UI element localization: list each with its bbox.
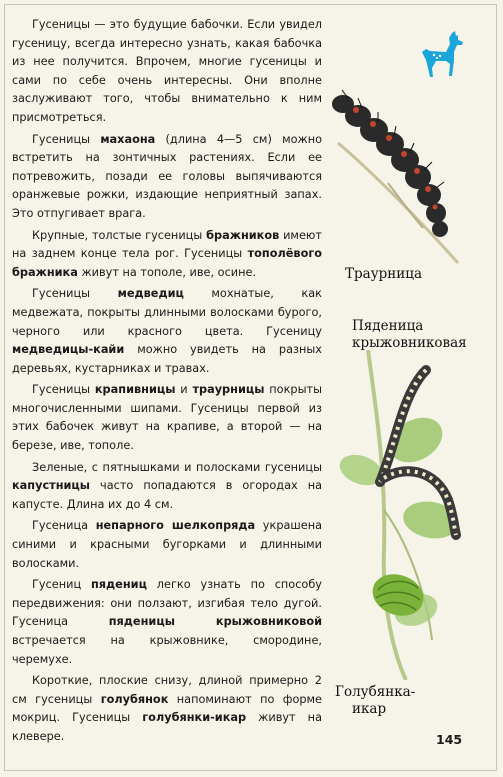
text-run: живут на клевере. [12,711,322,743]
article-text [12,16,322,750]
paragraph [12,459,322,515]
bold-term: пядениц [91,578,147,592]
paragraph [12,16,322,128]
caption-pyadenitsa-line2: крыжовниковая [352,335,467,351]
paragraph [12,576,322,669]
bold-term: голубянок [100,692,169,706]
bold-term: капустницы [12,479,91,493]
text-run: Короткие, плоские снизу, длиной примерно 2 см гусеницы [12,674,322,706]
text-run: Гусеницы [32,132,101,146]
text-run: Крупные, толстые гусеницы [32,228,207,242]
text-run: напоминают по форме мокриц. Гусеницы [12,692,322,725]
text-run: Гусеницы [32,287,118,301]
bold-term: бражников [206,228,280,242]
text-run: имеют на заднем конце тела рог. Гусеницы [12,228,322,261]
paragraph [12,517,322,573]
text-run: встречается на крыжовнике, смородине, черемухе. [12,634,322,666]
bold-term: медведицы-кайи [12,343,125,357]
paragraph [12,131,322,224]
pyadenitsa-golubyanka-illustration [336,350,468,680]
text-run: легко узнать по способу передвижения: они ползают, изгибая тело дугой. Гусеница [12,578,322,629]
bold-term: крапивницы [94,383,176,397]
text-run: часто попадаются в огородах на капусте. Длина их до 4 см. [12,479,322,511]
bold-term: медведиц [117,287,184,301]
paragraph [12,672,322,746]
deer-icon [418,30,466,80]
page-number: 145 [436,732,463,747]
bold-term: непарного шелкопряда [95,519,256,533]
bold-term: тополёвого бражника [12,247,322,279]
bold-term: махаона [100,132,156,146]
text-run: Гусеницы [32,383,95,397]
text-run: украшена синими и красными бугорками и длинными волосками. [12,519,323,570]
text-run: живут на тополе, иве, осине. [77,265,257,279]
bold-term: пяденицы крыжовниковой [108,615,323,629]
paragraph [12,227,322,283]
paragraph [12,285,322,378]
bold-term: траурницы [192,383,265,397]
caption-golubyanka-line1: Голубянка- [335,684,416,700]
bold-term: голубянки-икар [142,711,247,725]
text-run: Гусениц [32,578,91,592]
text-run: покрыты многочисленными шипами. Гусеницы первой из этих бабочек живут на крапиве, а второй — на березе, иве, тополе. [12,383,322,453]
text-run: (длина 4—5 см) можно встретить на зонтичных растениях. Если ее потревожить, позади ее головы выпячиваются оранжевые рожки, издающие неприятный запах. Это отпугивает врага. [12,132,322,220]
caption-pyadenitsa-line1: Пяденица [352,318,424,334]
text-run: Гусеница [32,519,96,533]
caption-golubyanka-line2: икар [352,701,387,717]
text-run: мохнатые, как медвежата, покрыты длинными волосками бурого, черного или красного цвета. Гусеницу [12,287,322,338]
traurnitsa-caterpillar-illustration [328,88,468,268]
caption-traurnitsa: Траурница [345,266,423,282]
text-run: Гусеницы — это будущие бабочки. Если увидел гусеницу, всегда интересно узнать, какая бабочка из нее получится. Впрочем, многие гусеницы и сами по себе очень интересны. Они вполне заслуживают того, чтобы внимательно к ним присмотреться. [12,18,322,124]
text-run: и [175,383,193,397]
text-run: Зеленые, с пятнышками и полосками гусеницы [32,460,322,474]
paragraph [12,381,322,455]
text-run: можно увидеть на разных деревьях, кустарниках и травах. [12,343,322,375]
